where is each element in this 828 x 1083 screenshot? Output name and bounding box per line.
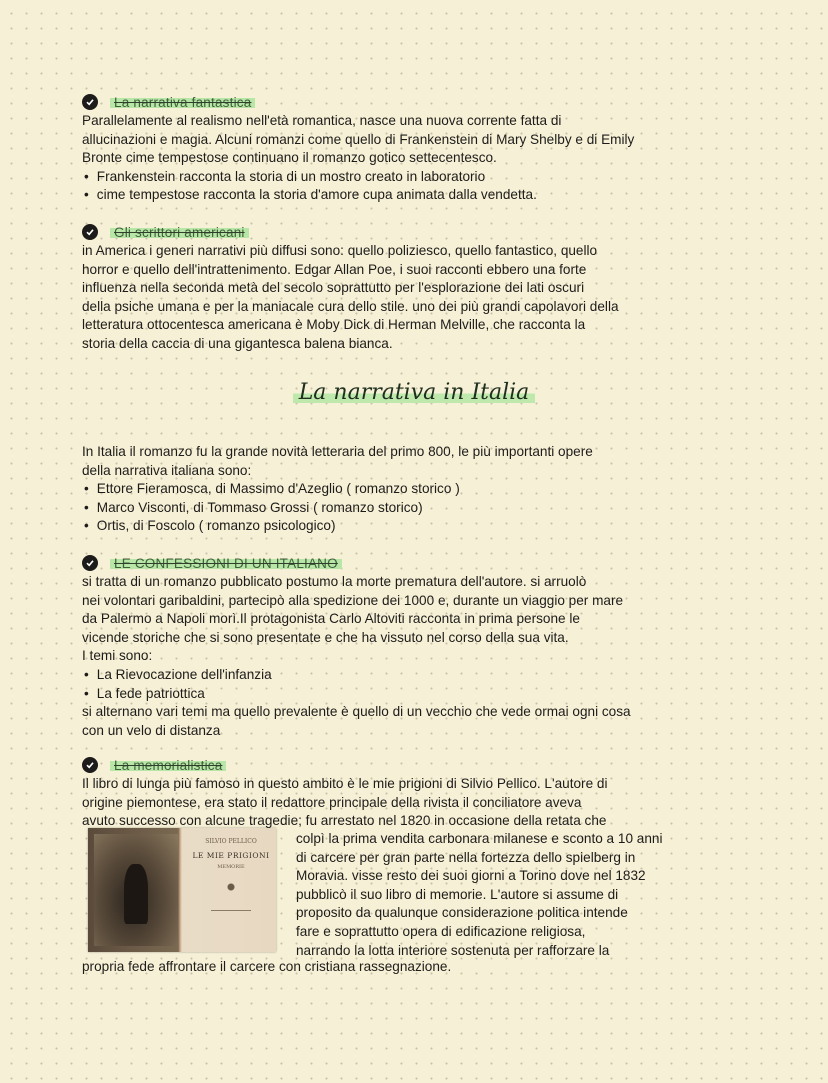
text-line: narrando la lotta interiore sostenuta per rafforzare la (296, 942, 610, 958)
section-heading (82, 553, 752, 573)
book-subtitle: MEMORIE (217, 864, 245, 870)
section-paragraph (82, 443, 752, 480)
book-illustration (94, 834, 178, 946)
text-line: Parallelamente al realismo nell'età romantica, nasce una nuova corrente fatta di (82, 113, 562, 128)
text-line: Bronte cime tempestose continuano il romanzo gotico settecentesco. (82, 150, 497, 166)
divider (211, 910, 251, 911)
text-line: influenza nella seconda metà del secolo soprattutto per l'esplorazione dei lati oscuri (82, 280, 585, 296)
section-memorialistica (82, 755, 752, 831)
text-line: colpì la prima vendita carbonara milanese e sconto a 10 anni (296, 831, 663, 846)
list-item: • cime tempestose racconta la storia d'amore cupa animata dalla vendetta. (82, 186, 752, 205)
section-title: La narrativa fantastica (110, 95, 255, 110)
text-line: fare e soprattutto opera di edificazione religiosa, (296, 923, 586, 939)
text-line: storia della caccia di una gigantesca balena bianca. (82, 335, 393, 351)
check-icon (82, 224, 98, 240)
section-confessioni (82, 553, 752, 740)
text-line: letteratura ottocentesca americana è Moby Dick di Herman Melville, che racconta la (82, 317, 586, 333)
text-line: vicende storiche che si sono presentate e che ha vissuto nel corso della sua vita. (82, 629, 569, 645)
text-line: origine piemontese, era stato il redattore principale della rivista il conciliatore aveva (82, 794, 582, 810)
page-title: La narrativa in Italia (0, 380, 828, 405)
check-icon (82, 94, 98, 110)
list-item: • La Rievocazione dell'infanzia (82, 666, 752, 685)
section-paragraph (82, 242, 752, 354)
check-icon (82, 757, 98, 773)
list-item: • La fede patriottica (82, 685, 752, 704)
text-line: in America i generi narrativi più diffusi sono: quello poliziesco, quello fantastico, quello (82, 243, 598, 258)
section-title: Gli scrittori americani (110, 225, 249, 240)
section-scrittori-americani (82, 222, 752, 354)
text-line: horror e quello dell'intrattenimento. Edgar Allan Poe, i suoi racconti ebbero una forte (82, 261, 587, 277)
book-photo (88, 828, 276, 952)
bullet-list (82, 666, 752, 703)
text-line: avuto successo con alcune tragedie; fu arrestato nel 1820 in occasione della retata che (82, 813, 607, 829)
section-title: LE CONFESSIONI DI UN ITALIANO (110, 556, 342, 571)
text-line: I temi sono: (82, 648, 153, 664)
text-line: Il libro di lunga più famoso in questo ambito è le mie prigioni di Silvio Pellico. L'autore di (82, 776, 608, 791)
text-line: si alternano vari temi ma quello prevalente è quello di un vecchio che vede ormai ogni cosa (82, 704, 631, 720)
section-heading (82, 755, 752, 775)
list-item: • Ortis, di Foscolo ( romanzo psicologico) (82, 517, 752, 536)
section-paragraph (82, 703, 752, 740)
section-paragraph (82, 775, 752, 831)
bullet-list (82, 168, 752, 205)
text-line: Moravia. visse resto dei suoi giorni a Torino dove nel 1832 (296, 868, 646, 884)
list-item: • Marco Visconti, di Tommaso Grossi ( romanzo storico) (82, 499, 752, 518)
text-line: della narrativa italiana sono: (82, 462, 252, 478)
book-title-page (186, 828, 276, 952)
check-icon (82, 555, 98, 571)
section-heading (82, 222, 752, 242)
list-item: • Ettore Fieramosca, di Massimo d'Azeglio ( romanzo storico ) (82, 480, 752, 499)
text-line: si tratta di un romanzo pubblicato postumo la morte prematura dell'autore. si arruolò (82, 574, 587, 589)
section-paragraph (82, 112, 752, 168)
book-author: SILVIO PELLICO (205, 838, 257, 845)
text-line: nei volontari garibaldini, partecipò alla spedizione dei 1000 e, durante un viaggio per mare (82, 592, 624, 608)
list-item: • Frankenstein racconta la storia di un mostro creato in laboratorio (82, 168, 752, 187)
text-line: con un velo di distanza (82, 722, 221, 738)
section-intro (82, 443, 752, 536)
text-line: proposito da qualunque considerazione politica intende (296, 905, 628, 921)
text-line: della psiche umana e per la maniacale cura dello stile. uno dei più grandi capolavori della (82, 298, 619, 314)
bullet-list (82, 480, 752, 536)
text-line: allucinazioni e magia. Alcuni romanzi come quello di Frankenstein di Mary Shelby e di Emily (82, 131, 635, 147)
book-title: LE MIE PRIGIONI (192, 851, 270, 860)
text-line: da Palermo a Napoli morì.Il protagonista Carlo Altoviti racconta in prima persone le (82, 611, 580, 627)
text-line: In Italia il romanzo fu la grande novità letteraria del primo 800, le più importanti opere (82, 444, 593, 459)
section-title: La memorialistica (110, 758, 226, 773)
section-narrativa-fantastica (82, 92, 752, 205)
section-paragraph (82, 573, 752, 666)
text-line: di carcere per gran parte nella fortezza dello spielberg in (296, 849, 636, 865)
text-line: propria fede affrontare il carcere con cristiana rassegnazione. (82, 959, 452, 974)
section-heading (82, 92, 752, 112)
text-line: pubblicò il suo libro di memorie. L'autore si assume di (296, 886, 619, 902)
ornament-icon (224, 880, 238, 894)
memorialistica-side-text (296, 830, 736, 960)
